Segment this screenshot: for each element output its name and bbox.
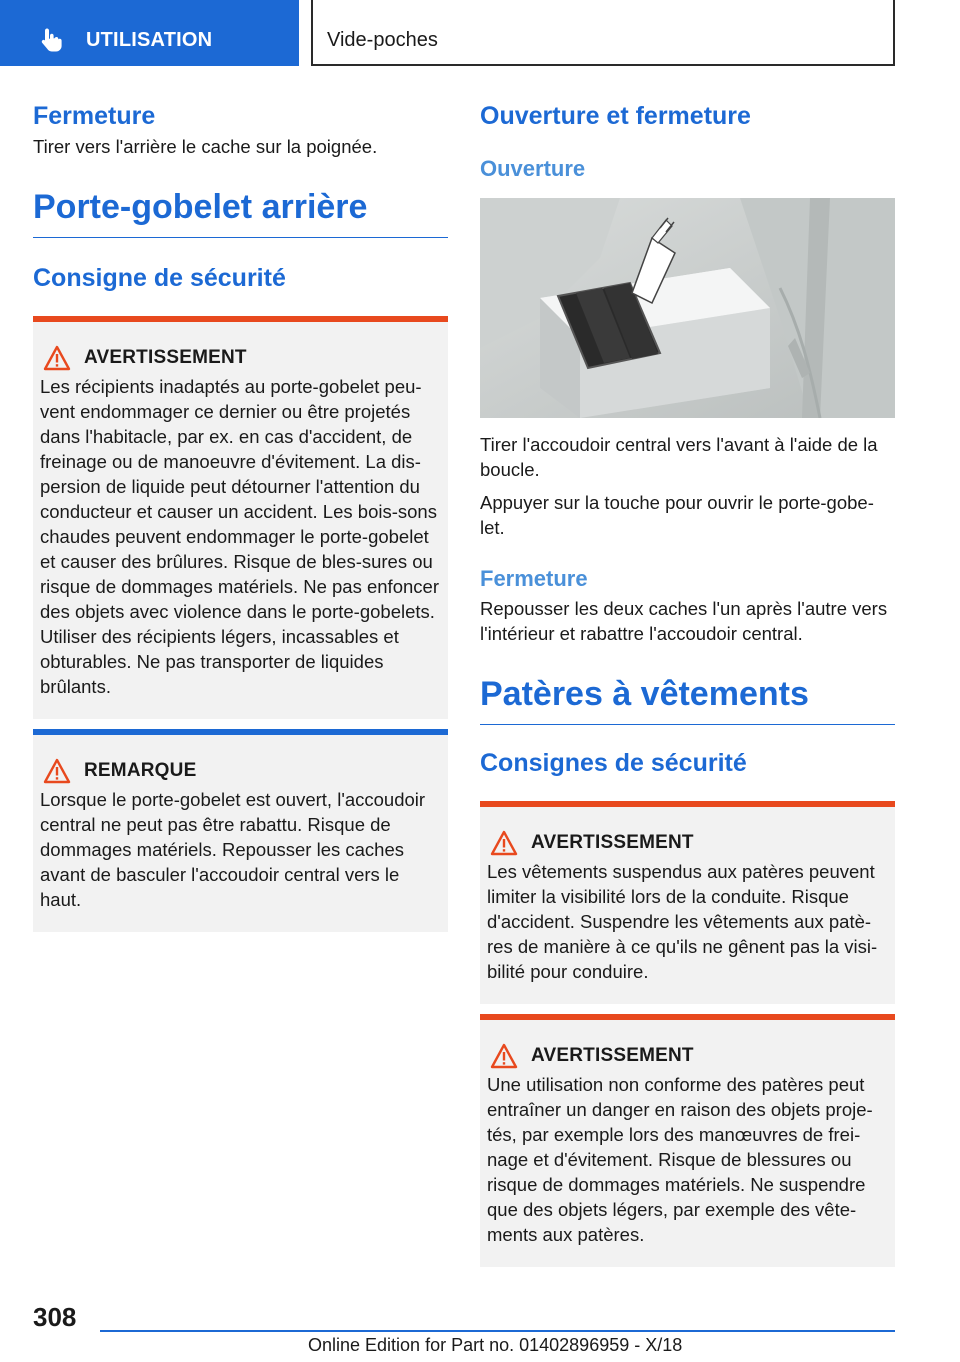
- page-header: [0, 0, 960, 66]
- closing-heading-right: Fermeture: [480, 566, 588, 591]
- warning-triangle-icon: [490, 1043, 518, 1069]
- section-title-hooks: Patères à vêtements: [480, 672, 895, 725]
- opening-heading: Ouverture: [480, 156, 586, 181]
- hooks-warning-2-header: [487, 1042, 887, 1070]
- hooks-safety-heading: Consignes de sécurité: [480, 749, 747, 777]
- page-number: 308: [33, 1302, 77, 1332]
- chapter-tab-label: UTILISATION: [86, 29, 213, 51]
- chapter-title-box: [311, 0, 895, 66]
- notice-box: [33, 729, 448, 932]
- closing-text-right: Repousser les deux caches l'un après l'autre vers l'intérieur et rabattre l'accoudoir central.: [480, 598, 888, 644]
- section-title-cupholder: Porte-gobelet arrière: [33, 185, 448, 238]
- left-column: [33, 100, 448, 932]
- chapter-title: Vide-poches: [327, 29, 438, 51]
- armrest-cupholder-illustration: [480, 198, 895, 418]
- edition-text: Online Edition for Part no. 01402896959 - X/18: [308, 1335, 683, 1355]
- footer-divider: [100, 1330, 895, 1332]
- warning-box-header: [40, 344, 440, 372]
- hand-pointer-icon: [38, 26, 66, 54]
- warning-box: [33, 316, 448, 719]
- hooks-warning-1-title: AVERTISSEMENT: [531, 832, 694, 853]
- notice-box-header: [40, 757, 440, 785]
- notice-box-title: REMARQUE: [84, 760, 197, 781]
- hooks-warning-1-header: [487, 829, 887, 857]
- hooks-warning-1-text: Les vêtements suspendus aux patères peuvent limiter la visibilité lors de la conduite. Risque d'accident. Suspendre les vêtements aux patè-res de manière à ce qu'ils ne gênent pas la visi-bilité pour conduire.: [487, 861, 878, 982]
- closing-text: Tirer vers l'arrière le cache sur la poignée.: [33, 136, 378, 157]
- hooks-warning-box-2: [480, 1014, 895, 1267]
- opening-text-2: Appuyer sur la touche pour ouvrir le porte-gobe-let.: [480, 492, 874, 538]
- right-column: [480, 100, 895, 1267]
- warning-triangle-icon: [490, 830, 518, 856]
- safety-heading: Consigne de sécurité: [33, 264, 286, 292]
- chapter-tab: [0, 0, 299, 66]
- armrest-illustration-svg: [480, 198, 895, 418]
- opening-text-1: Tirer l'accoudoir central vers l'avant à l'aide de la boucle.: [480, 434, 878, 480]
- opening-closing-heading: Ouverture et fermeture: [480, 102, 751, 130]
- hooks-warning-box-1: [480, 801, 895, 1004]
- warning-triangle-icon: [43, 345, 71, 371]
- hooks-warning-2-title: AVERTISSEMENT: [531, 1045, 694, 1066]
- notice-triangle-icon: [43, 758, 71, 784]
- closing-heading: Fermeture: [33, 102, 156, 130]
- warning-box-title: AVERTISSEMENT: [84, 347, 247, 368]
- warning-box-text: Les récipients inadaptés au porte-gobelet peu-vent endommager ce dernier ou être projetés dans l'habitacle, par ex. en cas d'accident, de freinage ou de manoeuvre d'évitement. La dis-persion de liquide peut détourner l'attention du conducteur et causer un accident. Les bois-sons chaudes peuvent endommager le porte-gobelet et causer des brûlures. Risque de bles-sures ou risque de dommages matériels. Ne pas enfoncer des objets avec violence dans le porte-gobelets. Utiliser des récipients légers, incassables et obturables. Ne pas transporter de liquides brûlants.: [40, 376, 439, 697]
- notice-box-text: Lorsque le porte-gobelet est ouvert, l'accoudoir central ne peut pas être rabattu. Risque de dommages matériels. Repousser les caches avant de basculer l'accoudoir central vers le haut.: [40, 789, 426, 910]
- hooks-warning-2-text: Une utilisation non conforme des patères peut entraîner un danger en raison des objets proje-tés, par exemple lors des manœuvres de frei-nage et d'évitement. Risque de blessures ou risque de dommages matériels. Ne suspendre que des objets légers, par exemple des vête-ments aux patères.: [487, 1074, 873, 1245]
